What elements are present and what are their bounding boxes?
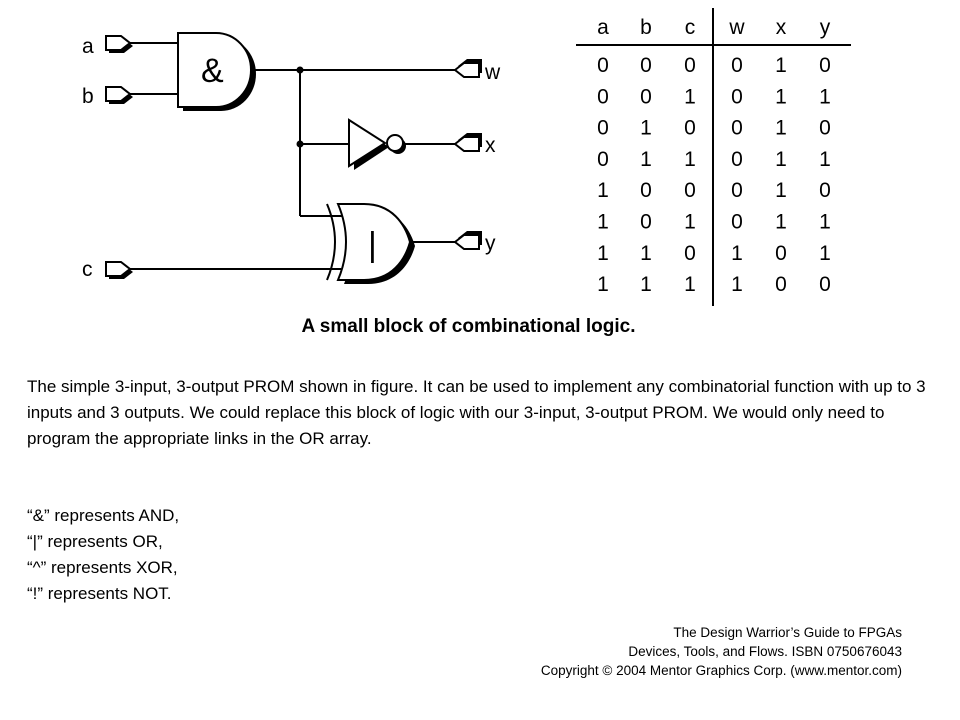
truth-table-cell: 0	[597, 54, 609, 77]
inversion-bubble	[387, 135, 403, 151]
truth-table-cell: 1	[775, 85, 787, 109]
output-pin-w	[455, 59, 482, 77]
truth-table-cell: 0	[640, 54, 652, 77]
truth-table-cell: 0	[731, 147, 743, 171]
truth-table-cell: 1	[640, 147, 652, 171]
truth-table-cell: 0	[684, 54, 696, 77]
truth-table-cell: 0	[597, 116, 609, 140]
input-label-b: b	[82, 85, 94, 108]
truth-table-cell: 0	[731, 54, 743, 77]
truth-table-cell: 1	[819, 241, 831, 265]
truth-table-cell: 0	[731, 179, 743, 203]
truth-table-cell: 1	[731, 273, 743, 297]
truth-table-cell: 0	[819, 54, 831, 77]
truth-table-cell: 1	[684, 273, 696, 297]
truth-table-column-header: b	[640, 16, 652, 39]
truth-table-cell: 0	[731, 210, 743, 234]
truth-table-column-header: w	[729, 16, 745, 39]
input-pin-b	[106, 87, 133, 104]
wire-junction	[297, 141, 304, 148]
truth-table-cell: 1	[597, 273, 609, 297]
truth-table-cell: 0	[684, 116, 696, 140]
truth-table-cell: 1	[684, 210, 696, 234]
truth-table-cell: 0	[819, 273, 831, 297]
output-pin-x	[455, 133, 482, 151]
wire-junction	[297, 67, 304, 74]
truth-table-cell: 1	[684, 85, 696, 109]
output-label-w: w	[485, 61, 501, 84]
truth-table-cell: 0	[597, 147, 609, 171]
truth-table-cell: 1	[597, 210, 609, 234]
and-gate	[178, 33, 256, 111]
truth-table-cell: 0	[597, 85, 609, 109]
credit-line: Devices, Tools, and Flows. ISBN 0750676043	[628, 644, 902, 659]
truth-table	[576, 8, 851, 306]
input-label-a: a	[82, 35, 94, 58]
not-gate	[349, 120, 406, 170]
truth-table-cell: 0	[640, 179, 652, 203]
truth-table-cell: 1	[684, 147, 696, 171]
truth-table-cell: 0	[731, 116, 743, 140]
symbol-legend-item-not: “!” represents NOT.	[27, 584, 172, 603]
output-pin-y	[455, 231, 482, 249]
input-pin-a	[106, 36, 133, 53]
or-gate-symbol: |	[368, 226, 377, 264]
source-credits	[541, 623, 902, 680]
symbol-legend-item-xor: “^” represents XOR,	[27, 558, 178, 577]
truth-table-cell: 1	[775, 179, 787, 203]
figure-caption: A small block of combinational logic.	[301, 316, 636, 337]
truth-table-cell: 0	[640, 85, 652, 109]
truth-table-cell: 0	[731, 85, 743, 109]
truth-table-cell: 1	[819, 210, 831, 234]
symbol-legend-item-or: “|” represents OR,	[27, 532, 163, 551]
truth-table-cell: 0	[775, 241, 787, 265]
and-gate-symbol: &	[201, 52, 224, 90]
credit-line: The Design Warrior’s Guide to FPGAs	[673, 625, 902, 640]
truth-table-cell: 1	[640, 116, 652, 140]
truth-table-cell: 1	[597, 241, 609, 265]
truth-table-column-header: c	[684, 16, 696, 39]
truth-table-cell: 0	[775, 273, 787, 297]
truth-table-cell: 1	[775, 210, 787, 234]
symbol-legend-item-and: “&” represents AND,	[27, 506, 180, 525]
truth-table-cell: 1	[597, 179, 609, 203]
input-label-c: c	[82, 258, 93, 281]
credit-line: Copyright © 2004 Mentor Graphics Corp. (www.mentor.com)	[540, 663, 902, 678]
truth-table-cell: 0	[684, 241, 696, 265]
truth-table-cell: 0	[819, 179, 831, 203]
truth-table-cell: 1	[640, 241, 652, 265]
truth-table-cell: 1	[640, 273, 652, 297]
truth-table-column-header: a	[597, 16, 609, 39]
input-pin-c	[106, 262, 133, 279]
logic-diagram	[0, 0, 960, 320]
truth-table-column-header: y	[819, 16, 831, 39]
truth-table-cell: 1	[819, 147, 831, 171]
truth-table-cell: 1	[775, 147, 787, 171]
output-label-y: y	[485, 232, 496, 255]
symbol-legend	[27, 503, 179, 607]
output-label-x: x	[485, 134, 496, 157]
truth-table-cell: 1	[819, 85, 831, 109]
truth-table-cell: 0	[640, 210, 652, 234]
truth-table-column-header: x	[775, 16, 787, 39]
truth-table-cell: 1	[775, 54, 787, 77]
truth-table-cell: 0	[819, 116, 831, 140]
truth-table-cell: 1	[731, 241, 743, 265]
description-paragraph: The simple 3-input, 3-output PROM shown in figure. It can be used to implement any combinatorial function with up to 3 inputs and 3 outputs. We could replace this block of logic with our 3-input, 3-output PROM. We would only need to program the appropriate links in the OR array.	[27, 377, 926, 448]
truth-table-cell: 0	[684, 179, 696, 203]
truth-table-cell: 1	[775, 116, 787, 140]
